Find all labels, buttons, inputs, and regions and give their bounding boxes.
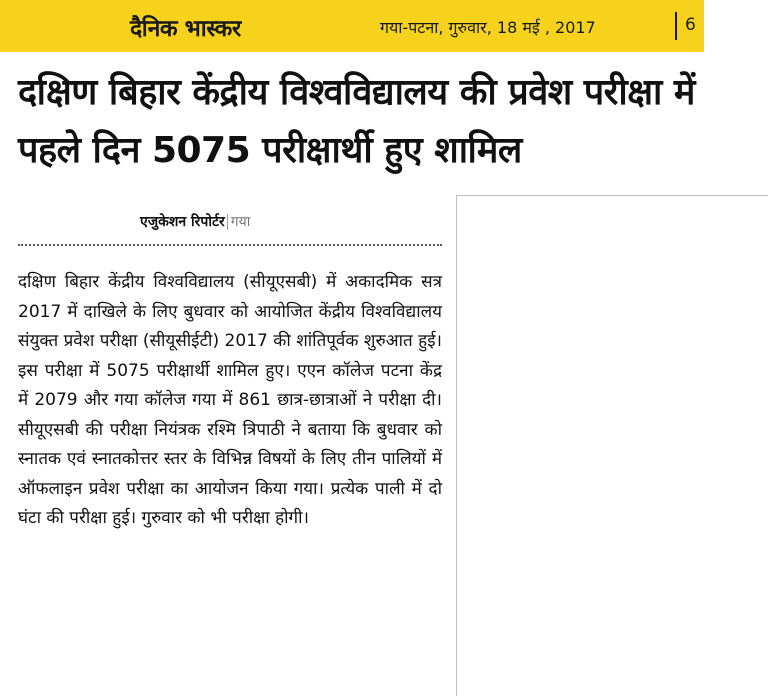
newspaper-logo: दैनिक भास्कर xyxy=(130,16,241,42)
masthead-separator xyxy=(675,12,677,40)
masthead-bar xyxy=(0,0,704,52)
byline-place: गया xyxy=(227,214,251,230)
page-number: 6 xyxy=(685,15,696,35)
article-body: दक्षिण बिहार केंद्रीय विश्वविद्यालय (सीयूएसबी) में अकादमिक सत्र 2017 में दाखिले के लिए बुधवार को आयोजित केंद्रीय विश्वविद्यालय संयुक्त प्रवेश परीक्षा (सीयूसीईटी) 2017 की शांतिपूर्वक शुरुआत हुई। इस परीक्षा में 5075 परीक्षार्थी शामिल हुए। एएन कॉलेज पटना केंद्र में 2079 और गया कॉलेज गया में 861 छात्र-छात्राओं ने परीक्षा दी। सीयूएसबी की परीक्षा नियंत्रक रश्मि त्रिपाठी ने बताया कि बुधवार को स्नातक एवं स्नातकोत्तर स्तर के विभिन्न विषयों के लिए तीन पालियों में ऑफलाइन प्रवेश परीक्षा का आयोजन किया गया। प्रत्येक पाली में दो घंटा की परीक्षा हुई। गुरुवार को भी परीक्षा होगी। xyxy=(18,272,442,528)
article-headline: दक्षिण बिहार केंद्रीय विश्वविद्यालय की प्रवेश परीक्षा में पहले दिन 5075 परीक्षार्थी हुए शामिल xyxy=(18,72,695,171)
byline-reporter: एजुकेशन रिपोर्टर xyxy=(140,214,225,230)
adjacent-column-frame xyxy=(456,195,768,696)
byline xyxy=(140,212,250,231)
dateline: गया-पटना, गुरुवार, 18 मई , 2017 xyxy=(380,18,596,37)
byline-divider xyxy=(18,244,442,246)
